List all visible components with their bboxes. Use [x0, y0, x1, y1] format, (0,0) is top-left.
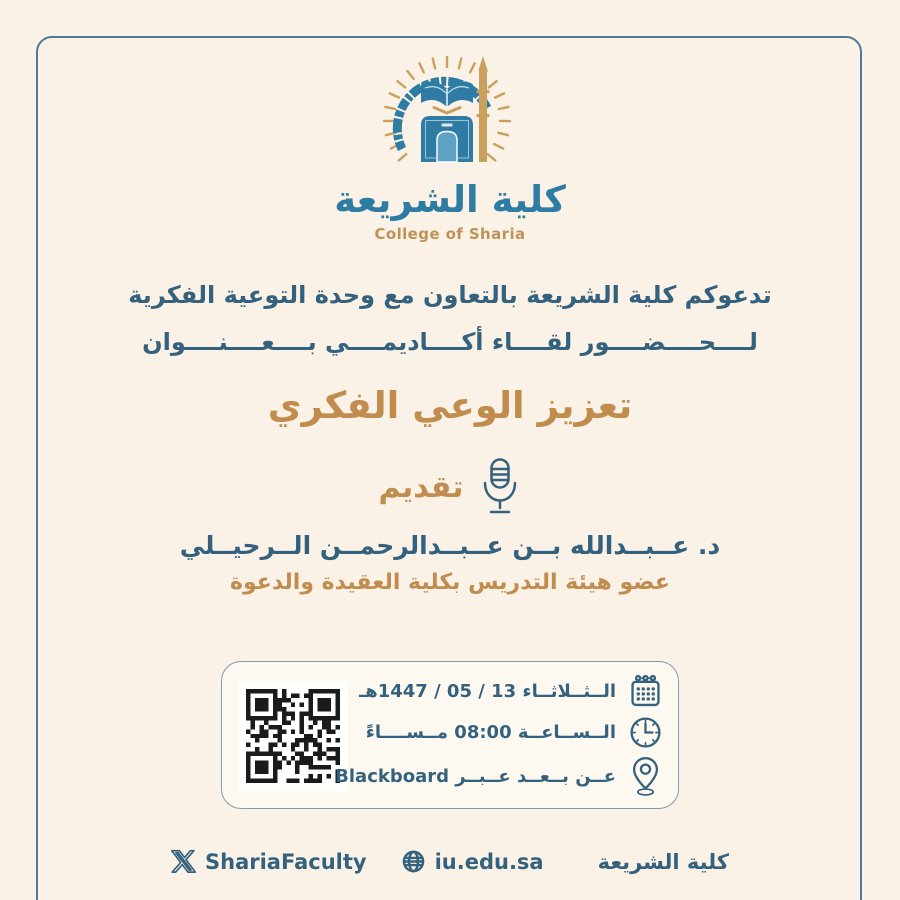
event-location: عــن بــعــد عــبــر Blackboard [335, 765, 616, 787]
college-name-footer: كلية الشريعة [597, 849, 729, 874]
presenter-label: تقديم [378, 469, 464, 505]
location-pin-icon [626, 755, 664, 797]
qr-code [238, 681, 348, 791]
event-title: تعزيز الوعي الفكري [267, 384, 633, 427]
open-book [421, 81, 473, 113]
gate-building [421, 116, 473, 162]
clock-icon [626, 714, 664, 751]
college-calligraphy-arabic: كلية الشريعة [334, 178, 566, 221]
presenter-name: د. عــبــدالله بــن عــبــدالرحمــن الــرحيــلي [179, 531, 721, 560]
college-name-english: College of Sharia [374, 225, 526, 243]
event-date: الــثــلاثــاء 13 / 05 / 1447هـ [359, 681, 616, 702]
time-row [364, 714, 664, 751]
microphone-icon [478, 456, 522, 518]
twitter-item [171, 849, 367, 874]
university-emblem [375, 54, 525, 186]
website-url: iu.edu.sa [434, 849, 544, 874]
invitation-text [0, 272, 900, 366]
presenter-row [0, 456, 900, 518]
minaret [477, 56, 490, 162]
event-details-card [221, 661, 679, 809]
website-item [401, 849, 544, 874]
twitter-handle: ShariaFaculty [205, 849, 367, 874]
x-twitter-icon [171, 849, 196, 874]
poster-footer [0, 849, 900, 874]
event-details-rows [335, 673, 664, 797]
location-row [335, 755, 664, 797]
invitation-line-2: لــــحــــضــــور لقــــاء أكــــاديمــــي بــــعــــنــــوان [142, 328, 758, 356]
presenter-role: عضو هيئة التدريس بكلية العقيدة والدعوة [230, 570, 670, 595]
calendar-icon [626, 673, 664, 710]
event-time: الــســاعــة 08:00 مــســــاءً [365, 722, 616, 743]
date-row [359, 673, 664, 710]
invitation-line-1: تدعوكم كلية الشريعة بالتعاون مع وحدة التوعية الفكرية [128, 281, 772, 309]
globe-icon [401, 849, 426, 874]
